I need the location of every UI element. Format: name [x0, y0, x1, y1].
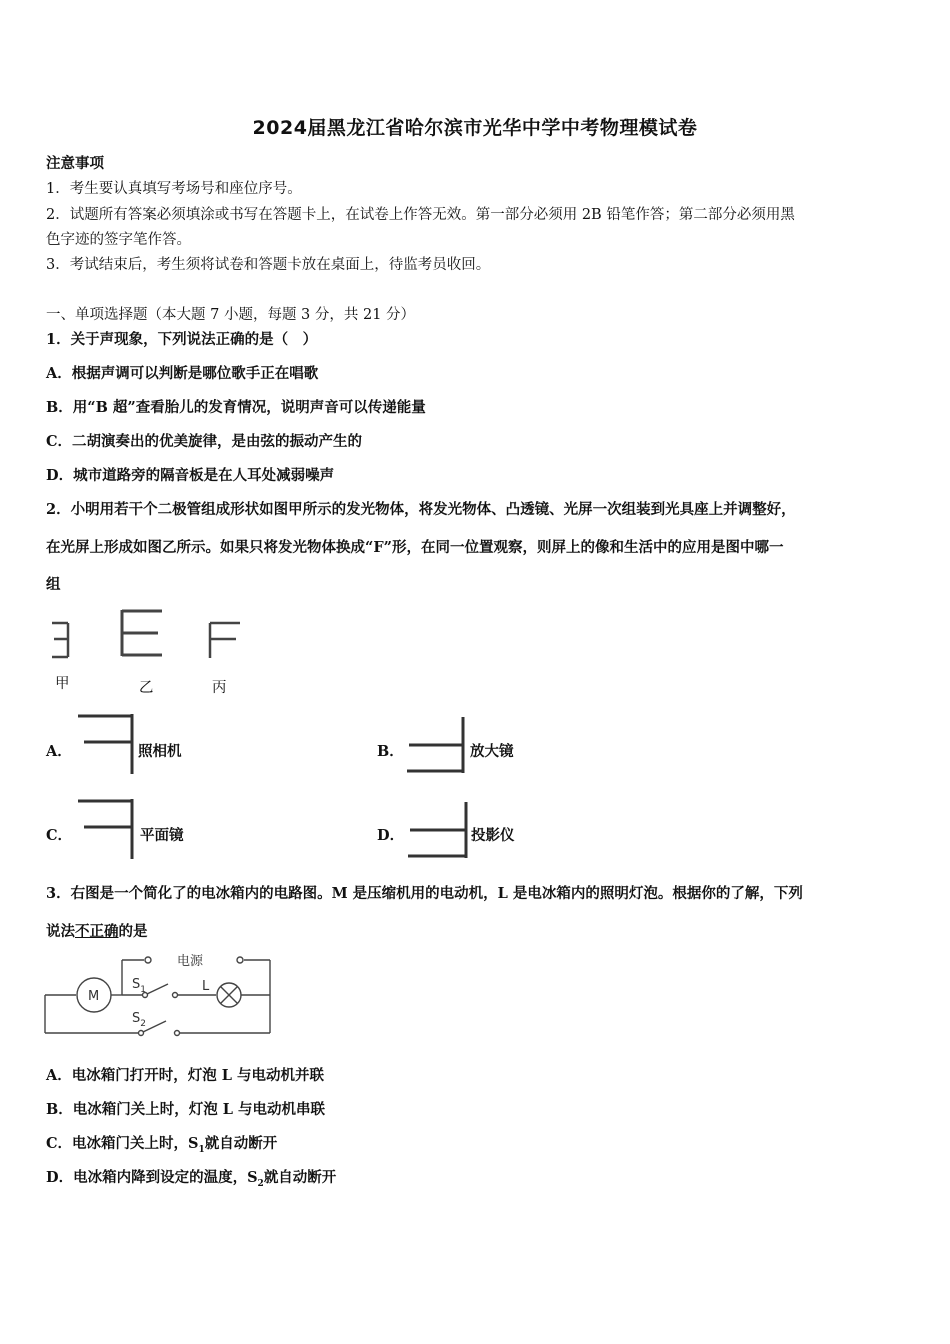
q3-option-d: [46, 1166, 336, 1189]
q1-option-d: D．城市道路旁的隔音板是在人耳处减弱噪声: [46, 467, 335, 484]
q2-option-d-text: 投影仪: [471, 827, 515, 844]
q3-option-c: [46, 1132, 277, 1155]
source-terminal-icon: [145, 957, 151, 963]
q2-option-d-letter: D．: [377, 827, 405, 844]
lamp-label: L: [202, 979, 210, 994]
switch-s2-icon: [175, 1031, 180, 1036]
s2-letter: S: [132, 1011, 141, 1026]
notice-item: 1．考生要认真填写考场号和座位序号。: [46, 181, 302, 197]
q3-option-a: A．电冰箱门打开时，灯泡 L 与电动机并联: [46, 1067, 325, 1084]
option-sub: 2: [257, 1178, 264, 1189]
q2-option-c-letter: C．: [46, 827, 73, 844]
q2-option-a-figure: [76, 712, 138, 776]
option-text: D．电冰箱内降到设定的温度，S: [46, 1169, 258, 1186]
question-2-stem: 组: [46, 576, 61, 593]
source-terminal-icon: [237, 957, 243, 963]
figure-label-bing: 丙: [212, 680, 227, 696]
option-sub: 1: [198, 1144, 205, 1155]
question-3-stem-line2: [46, 920, 148, 941]
switch-s1-icon: [173, 993, 178, 998]
figure-bing: [206, 620, 246, 660]
q2-option-d-figure: [406, 800, 470, 860]
notice-item: 2．试题所有答案必须填涂或书写在答题卡上，在试卷上作答无效。第一部分必须用 2B 铅笔作答；第二部分必须用黑: [46, 207, 795, 223]
q2-option-b-letter: B．: [377, 743, 404, 760]
circuit-diagram: [40, 948, 280, 1040]
notice-item: 色字迹的签字笔作答。: [46, 232, 191, 248]
q2-option-a-letter: A．: [46, 743, 72, 760]
motor-label: M: [88, 989, 100, 1004]
figure-label-yi: 乙: [139, 680, 154, 696]
notice-heading: 注意事项: [46, 155, 104, 172]
figure-jia: [48, 620, 78, 660]
q2-option-c-text: 平面镜: [140, 827, 184, 844]
s1-label: [132, 977, 146, 995]
switch-s2-icon: [139, 1031, 144, 1036]
q1-option-b: B．用“B 超”查看胎儿的发育情况，说明声音可以传递能量: [46, 399, 426, 416]
figure-label-jia: 甲: [55, 676, 70, 692]
q2-option-b-text: 放大镜: [470, 743, 514, 760]
notice-item: 3．考试结束后，考生须将试卷和答题卡放在桌面上，待监考员收回。: [46, 257, 491, 273]
option-text: 就自动断开: [204, 1135, 278, 1152]
section-heading: 一、单项选择题（本大题 7 小题，每题 3 分，共 21 分）: [46, 307, 416, 323]
q1-option-c: C．二胡演奏出的优美旋律，是由弦的振动产生的: [46, 433, 363, 450]
figure-yi: [118, 608, 168, 660]
stem-underlined: 不正确: [75, 923, 119, 940]
s1-sub: 1: [140, 985, 146, 995]
page-title: 2024届黑龙江省哈尔滨市光华中学中考物理模试卷: [252, 117, 698, 139]
question-1-stem: 1．关于声现象，下列说法正确的是（ ）: [46, 331, 318, 348]
option-text: C．电冰箱门关上时，S: [46, 1135, 199, 1152]
question-3-stem: 3．右图是一个简化了的电冰箱内的电路图。M 是压缩机用的电动机，L 是电冰箱内的照明灯泡。根据你的了解，下列: [46, 885, 803, 902]
q2-option-a-text: 照相机: [138, 743, 182, 760]
s2-label: [132, 1011, 146, 1029]
stem-text: 的是: [118, 923, 148, 940]
q1-option-a: A．根据声调可以判断是哪位歌手正在唱歌: [46, 365, 319, 382]
q2-option-c-figure: [76, 797, 138, 861]
question-2-stem: 2．小明用若干个二极管组成形状如图甲所示的发光物体，将发光物体、凸透镜、光屏一次组装到光具座上并调整好，: [46, 501, 796, 518]
q3-option-b: B．电冰箱门关上时，灯泡 L 与电动机串联: [46, 1101, 326, 1118]
stem-text: 说法: [46, 923, 75, 940]
source-label: 电源: [177, 954, 204, 969]
s1-letter: S: [132, 977, 141, 992]
s2-sub: 2: [140, 1019, 146, 1029]
question-2-stem: 在光屏上形成如图乙所示。如果只将发光物体换成“F”形，在同一位置观察，则屏上的像和生活中的应用是图中哪一: [46, 539, 784, 556]
option-text: 就自动断开: [263, 1169, 337, 1186]
q2-option-b-figure: [405, 715, 469, 775]
